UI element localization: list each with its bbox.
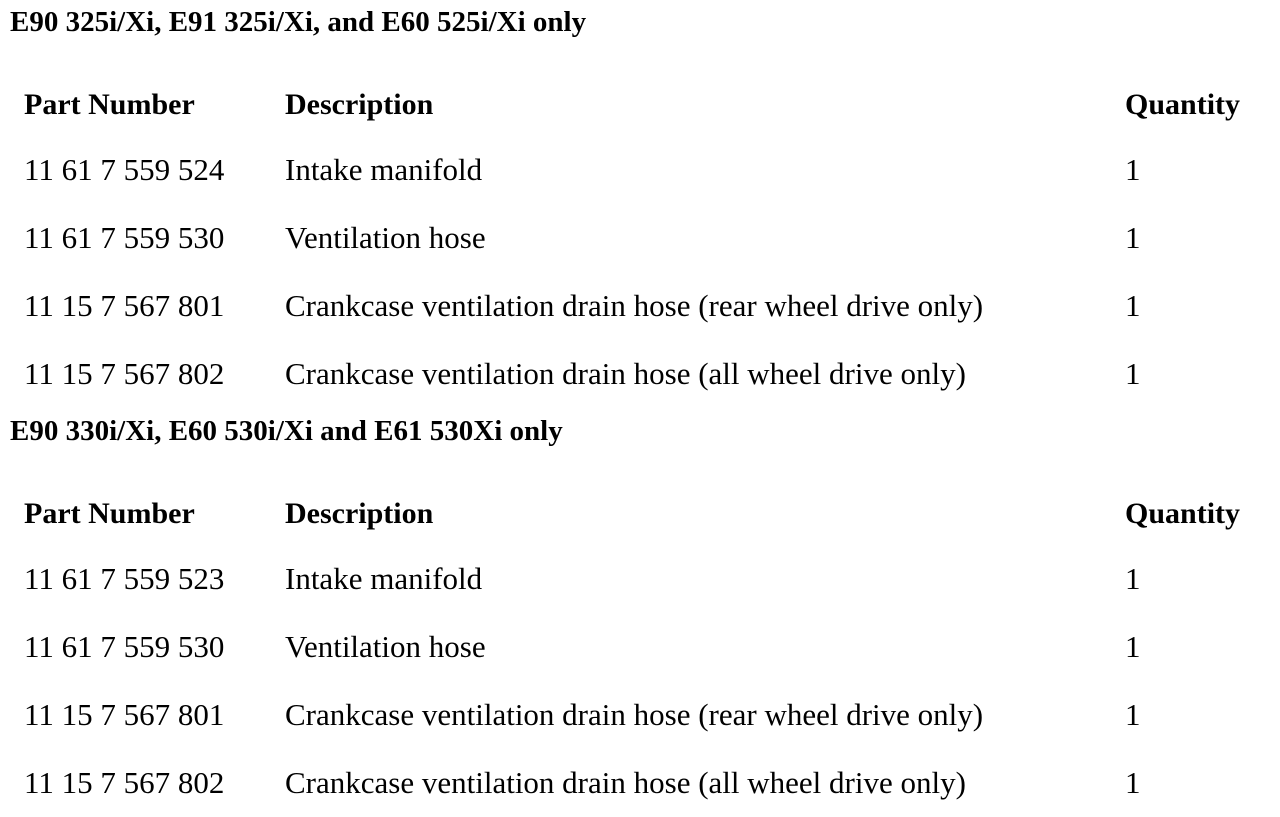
- parts-table: [24, 483, 1265, 817]
- part-number-cell: 11 61 7 559 523: [24, 561, 225, 596]
- column-header-description: Description: [285, 497, 434, 530]
- table-row: [24, 749, 1265, 817]
- description-cell: Intake manifold: [285, 152, 483, 187]
- column-header-description: Description: [285, 88, 434, 121]
- section-title: E90 330i/Xi, E60 530i/Xi and E61 530Xi only: [10, 415, 563, 447]
- column-header-quantity: Quantity: [1125, 88, 1241, 121]
- table-row: [24, 545, 1265, 613]
- description-cell: Crankcase ventilation drain hose (all wheel drive only): [285, 356, 966, 391]
- description-cell: Intake manifold: [285, 561, 483, 596]
- table-row: [24, 204, 1265, 272]
- table-row: [24, 136, 1265, 204]
- table-row: [24, 613, 1265, 681]
- part-number-cell: 11 15 7 567 801: [24, 288, 225, 323]
- description-cell: Ventilation hose: [285, 629, 486, 664]
- description-cell: Crankcase ventilation drain hose (all wheel drive only): [285, 765, 966, 800]
- description-cell: Ventilation hose: [285, 220, 486, 255]
- quantity-cell: 1: [1125, 561, 1141, 596]
- part-number-cell: 11 61 7 559 530: [24, 220, 225, 255]
- quantity-cell: 1: [1125, 765, 1141, 800]
- quantity-cell: 1: [1125, 697, 1141, 732]
- table-row: [24, 272, 1265, 340]
- part-number-cell: 11 61 7 559 530: [24, 629, 225, 664]
- part-number-cell: 11 15 7 567 802: [24, 765, 225, 800]
- column-header-part-number: Part Number: [24, 88, 195, 121]
- column-header-part-number: Part Number: [24, 497, 195, 530]
- quantity-cell: 1: [1125, 356, 1141, 391]
- quantity-cell: 1: [1125, 220, 1141, 255]
- part-number-cell: 11 61 7 559 524: [24, 152, 225, 187]
- description-cell: Crankcase ventilation drain hose (rear wheel drive only): [285, 697, 984, 732]
- part-number-cell: 11 15 7 567 802: [24, 356, 225, 391]
- section-title: E90 325i/Xi, E91 325i/Xi, and E60 525i/Xi only: [10, 6, 587, 38]
- part-number-cell: 11 15 7 567 801: [24, 697, 225, 732]
- column-header-quantity: Quantity: [1125, 497, 1241, 530]
- table-header-row: [24, 483, 1265, 545]
- table-row: [24, 340, 1265, 408]
- table-header-row: [24, 74, 1265, 136]
- table-row: [24, 681, 1265, 749]
- quantity-cell: 1: [1125, 152, 1141, 187]
- quantity-cell: 1: [1125, 629, 1141, 664]
- description-cell: Crankcase ventilation drain hose (rear wheel drive only): [285, 288, 984, 323]
- parts-table: [24, 74, 1265, 408]
- quantity-cell: 1: [1125, 288, 1141, 323]
